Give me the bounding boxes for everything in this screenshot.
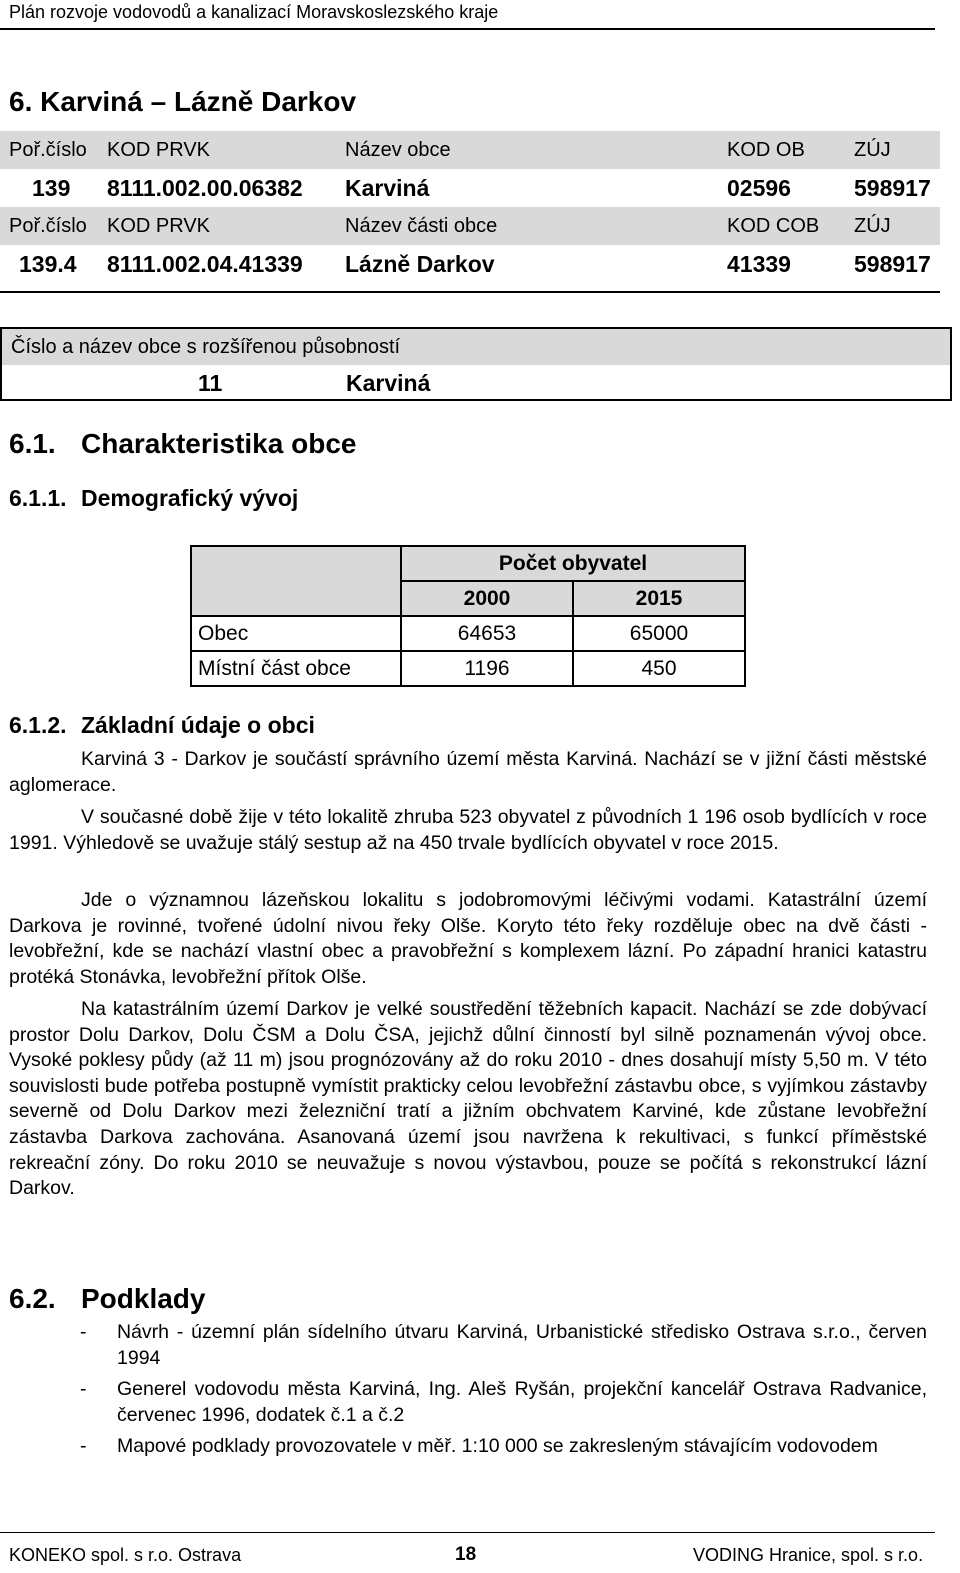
value-kod-prvk: 8111.002.04.41339 <box>107 251 303 277</box>
table-row <box>191 616 745 651</box>
reference-text: Návrh - územní plán sídelního útvaru Karviná, Urbanistické středisko Ostrava s.r.o., červen 1994 <box>117 1321 927 1369</box>
heading-text: Charakteristika obce <box>81 428 357 459</box>
page-header: Plán rozvoje vodovodů a kanalizací Moravskoslezského kraje <box>9 2 499 22</box>
heading-number: 6.1. <box>9 428 56 459</box>
value-nazev-obce: Karviná <box>345 175 430 201</box>
col-kod-prvk: KOD PRVK <box>107 139 210 161</box>
value-zuj: 598917 <box>854 175 931 201</box>
code-value-row <box>0 245 940 283</box>
bullet: - <box>80 1321 87 1343</box>
heading-6-2 <box>9 1283 205 1315</box>
population-value: 450 <box>573 651 745 686</box>
paragraph <box>9 888 927 990</box>
code-table <box>0 131 940 283</box>
paragraph-text: V současné době žije v této lokalitě zhruba 523 obyvatel z původních 1 196 osob bydlících v roce 1991. Výhledově se uvažuje stálý sestup až na 450 trvale bydlících obyvatel v roce 2015. <box>9 806 927 854</box>
population-group-row <box>191 546 745 581</box>
year-header: 2000 <box>401 581 573 616</box>
page-number: 18 <box>455 1544 477 1565</box>
population-value: 1196 <box>401 651 573 686</box>
heading-number: 6.1.2. <box>9 712 67 738</box>
orp-name: Karviná <box>346 370 431 396</box>
code-header-row <box>0 207 940 245</box>
population-table <box>190 545 746 687</box>
heading-text: Základní údaje o obci <box>81 712 315 738</box>
value-kod-prvk: 8111.002.00.06382 <box>107 175 303 201</box>
col-kod-prvk: KOD PRVK <box>107 215 210 237</box>
col-poradi: Poř.číslo <box>9 215 87 237</box>
heading-6-1 <box>9 428 356 460</box>
heading-number: 6.2. <box>9 1283 56 1314</box>
heading-6-1-1 <box>9 485 298 512</box>
col-zuj: ZÚJ <box>854 139 891 161</box>
footer-company-right: VODING Hranice, spol. s r.o. <box>693 1545 924 1565</box>
code-value-row <box>0 169 940 207</box>
heading-text: Demografický vývoj <box>81 485 299 511</box>
paragraph <box>9 747 927 798</box>
value-poradi: 139 <box>32 175 71 201</box>
col-nazev-obce: Název obce <box>345 139 451 161</box>
bullet: - <box>80 1378 87 1401</box>
list-item <box>0 1377 927 1428</box>
heading-number: 6.1.1. <box>9 485 67 511</box>
orp-value-row <box>2 366 950 402</box>
code-table-bottom-rule <box>0 291 940 293</box>
population-group-header: Počet obyvatel <box>401 546 745 581</box>
paragraph <box>9 805 927 856</box>
value-zuj: 598917 <box>854 251 931 277</box>
orp-box <box>0 327 952 401</box>
col-poradi: Poř.číslo <box>9 139 87 161</box>
paragraph-text: Jde o významnou lázeňskou lokalitu s jodobromovými léčivými vodami. Katastrální území Darkova je rovinné, tvořené údolní nivou řeky Olše. Koryto této řeky rozděluje obec na dvě části - levobřežní, kde se nachází vlastní obec a pravobřežní s komplexem lázní. Po západní hranici katastru protéká Stonávka, levobřežní přítok Olše. <box>9 889 927 988</box>
row-label: Obec <box>191 616 401 651</box>
population-value: 64653 <box>401 616 573 651</box>
col-kod-cob: KOD COB <box>727 215 820 237</box>
value-kod-cob: 41339 <box>727 251 791 277</box>
reference-text: Generel vodovodu města Karviná, Ing. Aleš Ryšán, projekční kancelář Ostrava Radvanice, červenec 1996, dodatek č.1 a č.2 <box>117 1378 927 1426</box>
paragraph-text: Karviná 3 - Darkov je součástí správního území města Karviná. Nachází se v jižní části městské aglomerace. <box>9 748 927 796</box>
paragraph-text: Na katastrálním území Darkov je velké soustředění těžebních kapacit. Nachází se zde dobývací prostor Dolu Darkov, Dolu ČSM a Dolu ČSA, jejichž důlní činností byl silně poznamenán vývoj obce. Vysoké poklesy půdy (až 11 m) jsou prognózovány až do roku 2010 - dnes dosahují místy 5,50 m. V této souvislosti bude potřeba postupně vymístit prakticky celou levobřežní zástavbu obce, s vyjímkou zástavby severně od Dolu Darkov mezi železniční tratí a jižním obchvatem Karviné, kde zůstane levobřežní zástavba Darkova zachována. Asanovaná území jsou navržena k rekultivaci, s funkcí příměstské rekreační zóny. Do roku 2010 se neuvažuje s novou výstavbou, pouze se počítá s rekonstrukcí lázní Darkov. <box>9 998 927 1200</box>
list-item <box>0 1434 927 1460</box>
value-kod-ob: 02596 <box>727 175 791 201</box>
value-poradi: 139.4 <box>19 251 77 277</box>
footer-company-left: KONEKO spol. s r.o. Ostrava <box>9 1545 242 1565</box>
col-kod-ob: KOD OB <box>727 139 805 161</box>
population-corner-cell <box>191 546 401 616</box>
year-header: 2015 <box>573 581 745 616</box>
header-divider <box>0 28 935 30</box>
footer-divider <box>0 1532 935 1533</box>
col-zuj: ZÚJ <box>854 215 891 237</box>
table-row <box>191 651 745 686</box>
orp-label: Číslo a název obce s rozšířenou působností <box>2 329 950 366</box>
col-nazev-casti: Název části obce <box>345 215 498 237</box>
heading-6-1-2 <box>9 712 315 739</box>
orp-number: 11 <box>198 370 223 396</box>
value-nazev-casti: Lázně Darkov <box>345 251 495 277</box>
section-title: 6. Karviná – Lázně Darkov <box>9 86 357 117</box>
list-item <box>0 1320 927 1371</box>
bullet: - <box>80 1435 87 1458</box>
paragraph <box>9 997 927 1202</box>
heading-text: Podklady <box>81 1283 206 1314</box>
reference-list <box>0 1320 940 1466</box>
population-value: 65000 <box>573 616 745 651</box>
code-header-row <box>0 131 940 169</box>
row-label: Místní část obce <box>191 651 401 686</box>
reference-text: Mapové podklady provozovatele v měř. 1:10 000 se zakresleným stávajícím vodovodem <box>117 1435 878 1458</box>
